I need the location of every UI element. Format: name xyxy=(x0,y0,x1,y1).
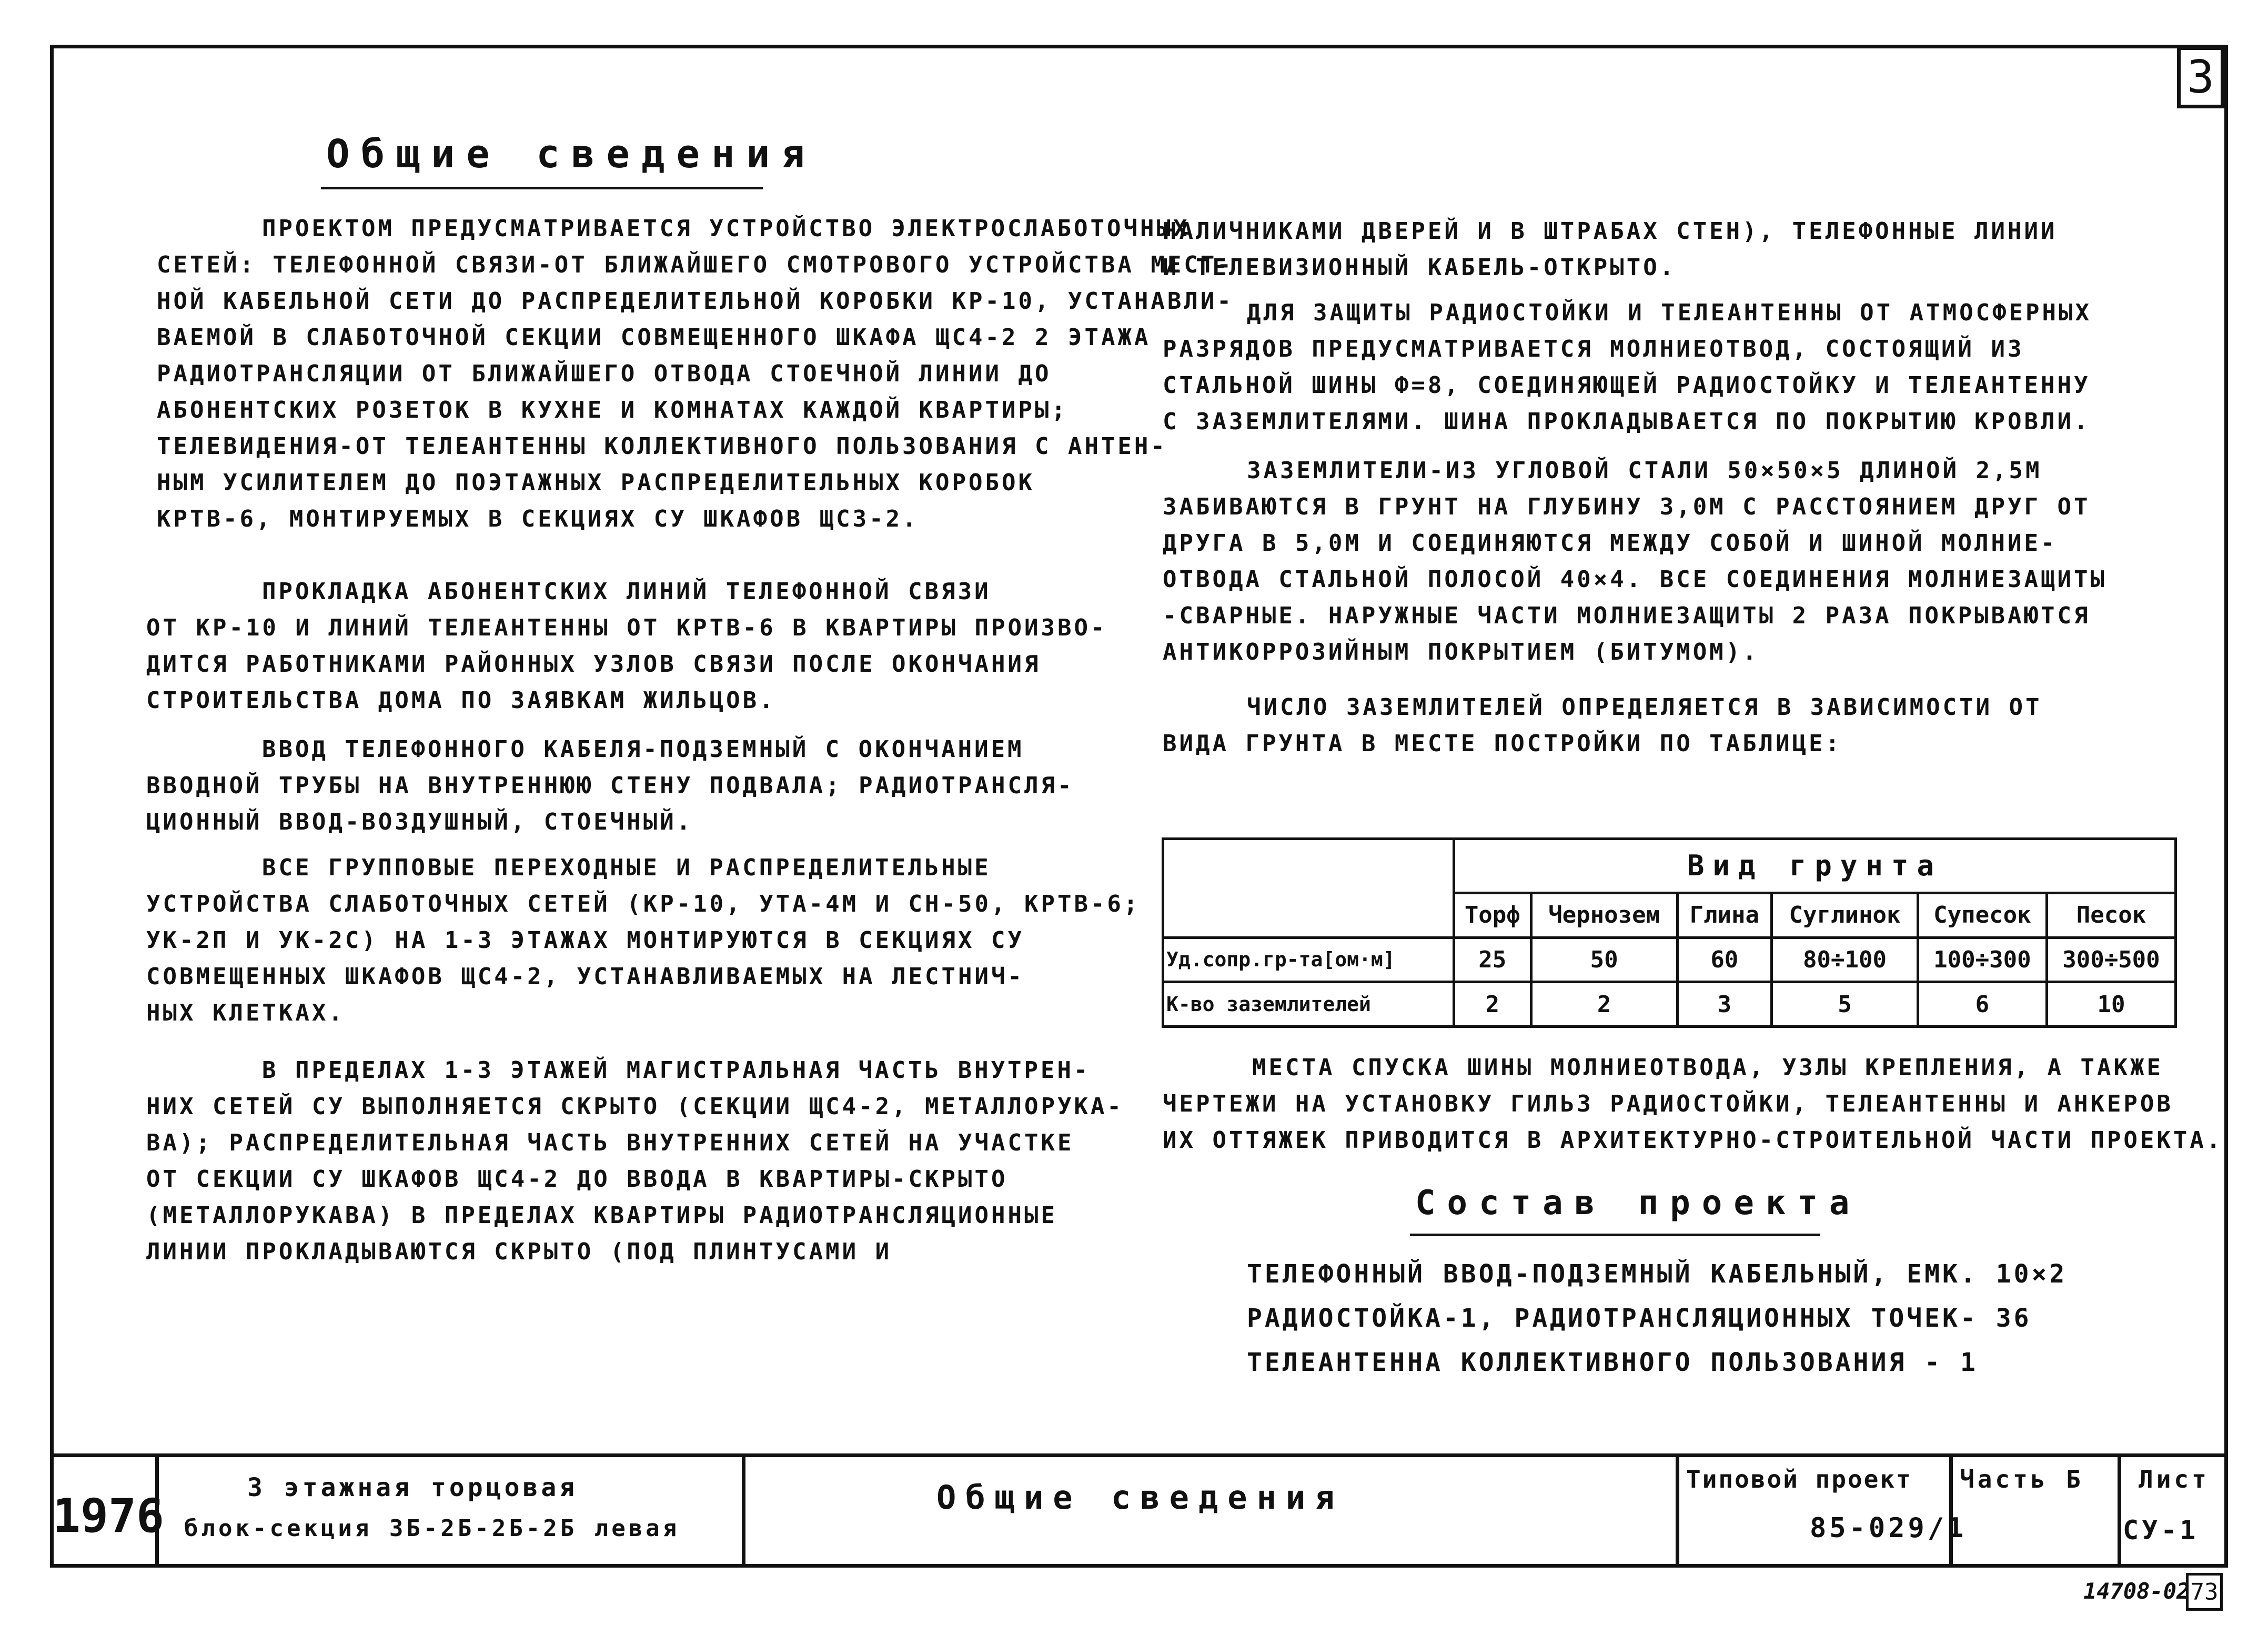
text-line: (МЕТАЛЛОРУКАВА) В ПРЕДЕЛАХ КВАРТИРЫ РАДИОТРАНСЛЯЦИОННЫЕ xyxy=(146,1202,1057,1229)
table-row xyxy=(1163,982,2176,1027)
text-line: ВВОД ТЕЛЕФОННОГО КАБЕЛЯ-ПОДЗЕМНЫЙ С ОКОНЧАНИЕМ xyxy=(262,736,1024,763)
left-paragraph-2 xyxy=(146,573,1107,719)
text-line: ДИТСЯ РАБОТНИКАМИ РАЙОННЫХ УЗЛОВ СВЯЗИ ПОСЛЕ ОКОНЧАНИЯ xyxy=(146,651,1041,678)
text-line: ДЛЯ ЗАЩИТЫ РАДИОСТОЙКИ И ТЕЛЕАНТЕННЫ ОТ АТМОСФЕРНЫХ xyxy=(1247,299,2092,326)
text-line: ВАЕМОЙ В СЛАБОТОЧНОЙ СЕКЦИИ СОВМЕЩЕННОГО ШКАФА ЩС4-2 2 ЭТАЖА xyxy=(157,324,1151,351)
right-paragraph-4 xyxy=(1163,689,2042,762)
table-column-header: Глина xyxy=(1677,893,1772,937)
text-line: МЕСТА СПУСКА ШИНЫ МОЛНИЕОТВОДА, УЗЛЫ КРЕПЛЕНИЯ, А ТАКЖЕ xyxy=(1252,1054,2163,1081)
text-line: ВСЕ ГРУППОВЫЕ ПЕРЕХОДНЫЕ И РАСПРЕДЕЛИТЕЛЬНЫЕ xyxy=(262,854,991,881)
right-paragraph-1 xyxy=(1163,213,2057,286)
title-underline xyxy=(321,187,763,189)
table-group-header: Вид грунта xyxy=(1454,839,2175,893)
table-cell: 100÷300 xyxy=(1918,937,2047,982)
text-line: АНТИКОРРОЗИЙНЫМ ПОКРЫТИЕМ (БИТУМОМ). xyxy=(1163,639,1759,665)
text-line: ПРОКЛАДКА АБОНЕНТСКИХ ЛИНИЙ ТЕЛЕФОННОЙ СВЯЗИ xyxy=(262,578,991,605)
text-line: ЧИСЛО ЗАЗЕМЛИТЕЛЕЙ ОПРЕДЕЛЯЕТСЯ В ЗАВИСИМОСТИ ОТ xyxy=(1247,694,2042,721)
text-line: НАЛИЧНИКАМИ ДВЕРЕЙ И В ШТРАБАХ СТЕН), ТЕЛЕФОННЫЕ ЛИНИИ xyxy=(1163,218,2058,245)
text-line: ДРУГА В 5,0М И СОЕДИНЯЮТСЯ МЕЖДУ СОБОЙ И ШИНОЙ МОЛНИЕ- xyxy=(1163,530,2058,557)
project-number: 85-029/1 xyxy=(1810,1512,1967,1544)
text-line: КРТВ-6, МОНТИРУЕМЫХ В СЕКЦИЯХ СУ ШКАФОВ ЩС3-2. xyxy=(157,506,919,532)
text-line: ЗАБИВАЮТСЯ В ГРУНТ НА ГЛУБИНУ 3,0М С РАССТОЯНИЕМ ДРУГ ОТ xyxy=(1163,493,2091,520)
composition-title: Состав проекта xyxy=(1415,1184,1861,1223)
text-line: АБОНЕНТСКИХ РОЗЕТОК В КУХНЕ И КОМНАТАХ КАЖДОЙ КВАРТИРЫ; xyxy=(157,397,1068,423)
table-row xyxy=(1163,937,2176,982)
text-line: С ЗАЗЕМЛИТЕЛЯМИ. ШИНА ПРОКЛАДЫВАЕТСЯ ПО ПОКРЫТИЮ КРОВЛИ. xyxy=(1163,408,2091,435)
page-number: 73 xyxy=(2186,1573,2223,1611)
project-label: Типовой проект xyxy=(1686,1465,1912,1493)
left-paragraph-4 xyxy=(146,850,1141,1031)
table-cell: 3 xyxy=(1677,982,1772,1027)
text-line: ВА); РАСПРЕДЕЛИТЕЛЬНАЯ ЧАСТЬ ВНУТРЕННИХ СЕТЕЙ НА УЧАСТКЕ xyxy=(146,1129,1074,1156)
table-cell: 50 xyxy=(1531,937,1677,982)
title-block-divider xyxy=(1949,1453,1953,1568)
table-cell: 300÷500 xyxy=(2047,937,2175,982)
text-line: НЫМ УСИЛИТЕЛЕМ ДО ПОЭТАЖНЫХ РАСПРЕДЕЛИТЕЛЬНЫХ КОРОБОК xyxy=(157,469,1035,496)
sheet-title: Общие сведения xyxy=(936,1478,1344,1517)
right-paragraph-2 xyxy=(1163,295,2092,440)
list-item: ТЕЛЕАНТЕННА КОЛЛЕКТИВНОГО ПОЛЬЗОВАНИЯ - 1 xyxy=(1247,1348,1978,1377)
list-item: ТЕЛЕФОННЫЙ ВВОД-ПОДЗЕМНЫЙ КАБЕЛЬНЫЙ, ЕМК. 10×2 xyxy=(1247,1259,2068,1289)
table-row-label: К-во заземлителей xyxy=(1163,982,1454,1027)
table-cell: 2 xyxy=(1454,982,1531,1027)
table-corner-cell xyxy=(1163,839,1454,938)
list-value: СУ-1 xyxy=(2123,1515,2199,1546)
building-line-1: 3 этажная торцовая xyxy=(247,1473,578,1502)
table-cell: 80÷100 xyxy=(1772,937,1918,982)
table-cell: 6 xyxy=(1918,982,2047,1027)
after-table-paragraph xyxy=(1163,1049,2223,1158)
right-paragraph-3 xyxy=(1163,452,2107,670)
table-cell: 10 xyxy=(2047,982,2175,1027)
text-line: ИХ ОТТЯЖЕК ПРИВОДИТСЯ В АРХИТЕКТУРНО-СТРОИТЕЛЬНОЙ ЧАСТИ ПРОЕКТА. xyxy=(1163,1127,2223,1154)
table-column-header: Суглинок xyxy=(1772,893,1918,937)
table-column-header: Чернозем xyxy=(1531,893,1677,937)
text-line: ЧЕРТЕЖИ НА УСТАНОВКУ ГИЛЬЗ РАДИОСТОЙКИ, ТЕЛЕАНТЕННЫ И АНКЕРОВ xyxy=(1163,1090,2173,1117)
left-paragraph-5 xyxy=(146,1052,1124,1270)
composition-underline xyxy=(1410,1234,1820,1236)
text-line: ЗАЗЕМЛИТЕЛИ-ИЗ УГЛОВОЙ СТАЛИ 50×50×5 ДЛИНОЙ 2,5М xyxy=(1247,457,2042,484)
page-title: Общие сведения xyxy=(326,132,817,177)
table-column-header: Супесок xyxy=(1918,893,2047,937)
text-line: ЦИОННЫЙ ВВОД-ВОЗДУШНЫЙ, СТОЕЧНЫЙ. xyxy=(146,809,693,835)
table-cell: 25 xyxy=(1454,937,1531,982)
title-block-divider xyxy=(1676,1453,1679,1568)
title-block-divider xyxy=(742,1453,745,1568)
composition-list xyxy=(1247,1252,2067,1385)
text-line: ТЕЛЕВИДЕНИЯ-ОТ ТЕЛЕАНТЕННЫ КОЛЛЕКТИВНОГО ПОЛЬЗОВАНИЯ С АНТЕН- xyxy=(157,433,1167,460)
table-cell: 5 xyxy=(1772,982,1918,1027)
text-line: ВВОДНОЙ ТРУБЫ НА ВНУТРЕННЮЮ СТЕНУ ПОДВАЛА; РАДИОТРАНСЛЯ- xyxy=(146,772,1074,799)
soil-table xyxy=(1162,837,2177,1028)
text-line: УСТРОЙСТВА СЛАБОТОЧНЫХ СЕТЕЙ (КР-10, УТА-4М И СН-50, КРТВ-6; xyxy=(146,891,1141,917)
table-cell: 2 xyxy=(1531,982,1677,1027)
building-line-2: блок-секция 3Б-2Б-2Б-2Б левая xyxy=(184,1515,680,1542)
sheet-number: 3 xyxy=(2177,46,2224,108)
text-line: СЕТЕЙ: ТЕЛЕФОННОЙ СВЯЗИ-ОТ БЛИЖАЙШЕГО СМОТРОВОГО УСТРОЙСТВА МЕСТ- xyxy=(157,251,1234,278)
text-line: НЫХ КЛЕТКАХ. xyxy=(146,999,345,1026)
table-row-label: Уд.сопр.гр-та[ом·м] xyxy=(1163,937,1454,982)
text-line: ЛИНИИ ПРОКЛАДЫВАЮТСЯ СКРЫТО (ПОД ПЛИНТУСАМИ И xyxy=(146,1238,892,1265)
table-column-header: Песок xyxy=(2047,893,2175,937)
text-line: РАЗРЯДОВ ПРЕДУСМАТРИВАЕТСЯ МОЛНИЕОТВОД, СОСТОЯЩИЙ ИЗ xyxy=(1163,336,2024,362)
left-paragraph-3 xyxy=(146,731,1074,840)
title-block-divider xyxy=(2118,1453,2121,1568)
part-label: Часть Б xyxy=(1960,1465,2084,1493)
table-cell: 60 xyxy=(1677,937,1772,982)
text-line: РАДИОТРАНСЛЯЦИИ ОТ БЛИЖАЙШЕГО ОТВОДА СТОЕЧНОЙ ЛИНИИ ДО xyxy=(157,360,1052,387)
text-line: СТАЛЬНОЙ ШИНЫ Ф=8, СОЕДИНЯЮЩЕЙ РАДИОСТОЙКУ И ТЕЛЕАНТЕННУ xyxy=(1163,372,2091,399)
text-line: ВИДА ГРУНТА В МЕСТЕ ПОСТРОЙКИ ПО ТАБЛИЦЕ: xyxy=(1163,730,1842,757)
list-label: Лист xyxy=(2139,1465,2210,1493)
list-item: РАДИОСТОЙКА-1, РАДИОТРАНСЛЯЦИОННЫХ ТОЧЕК- 36 xyxy=(1247,1304,2032,1333)
year: 1976 xyxy=(53,1489,164,1543)
text-line: СТРОИТЕЛЬСТВА ДОМА ПО ЗАЯВКАМ ЖИЛЬЦОВ. xyxy=(146,687,776,714)
text-line: ОТВОДА СТАЛЬНОЙ ПОЛОСОЙ 40×4. ВСЕ СОЕДИНЕНИЯ МОЛНИЕЗАЩИТЫ xyxy=(1163,566,2107,593)
text-line: НИХ СЕТЕЙ СУ ВЫПОЛНЯЕТСЯ СКРЫТО (СЕКЦИИ ЩС4-2, МЕТАЛЛОРУКА- xyxy=(146,1093,1124,1120)
table-column-header: Торф xyxy=(1454,893,1531,937)
text-line: -СВАРНЫЕ. НАРУЖНЫЕ ЧАСТИ МОЛНИЕЗАЩИТЫ 2 РАЗА ПОКРЫВАЮТСЯ xyxy=(1163,602,2091,629)
text-line: ОТ СЕКЦИИ СУ ШКАФОВ ЩС4-2 ДО ВВОДА В КВАРТИРЫ-СКРЫТО xyxy=(146,1166,1008,1193)
text-line: НОЙ КАБЕЛЬНОЙ СЕТИ ДО РАСПРЕДЕЛИТЕЛЬНОЙ КОРОБКИ КР-10, УСТАНАВЛИ- xyxy=(157,288,1234,315)
text-line: УК-2П И УК-2С) НА 1-3 ЭТАЖАХ МОНТИРУЮТСЯ В СЕКЦИЯХ СУ xyxy=(146,927,1024,954)
archive-number: 14708-02 xyxy=(2083,1578,2190,1604)
text-line: ОТ КР-10 И ЛИНИЙ ТЕЛЕАНТЕННЫ ОТ КРТВ-6 В КВАРТИРЫ ПРОИЗВО- xyxy=(146,614,1107,641)
text-line: СОВМЕЩЕННЫХ ШКАФОВ ЩС4-2, УСТАНАВЛИВАЕМЫХ НА ЛЕСТНИЧ- xyxy=(146,963,1024,990)
left-paragraph-1 xyxy=(157,210,1234,537)
text-line: ПРОЕКТОМ ПРЕДУСМАТРИВАЕТСЯ УСТРОЙСТВО ЭЛЕКТРОСЛАБОТОЧНЫХ xyxy=(262,215,1190,242)
text-line: В ПРЕДЕЛАХ 1-3 ЭТАЖЕЙ МАГИСТРАЛЬНАЯ ЧАСТЬ ВНУТРЕН- xyxy=(262,1057,1091,1084)
text-line: И ТЕЛЕВИЗИОННЫЙ КАБЕЛЬ-ОТКРЫТО. xyxy=(1163,254,1677,281)
